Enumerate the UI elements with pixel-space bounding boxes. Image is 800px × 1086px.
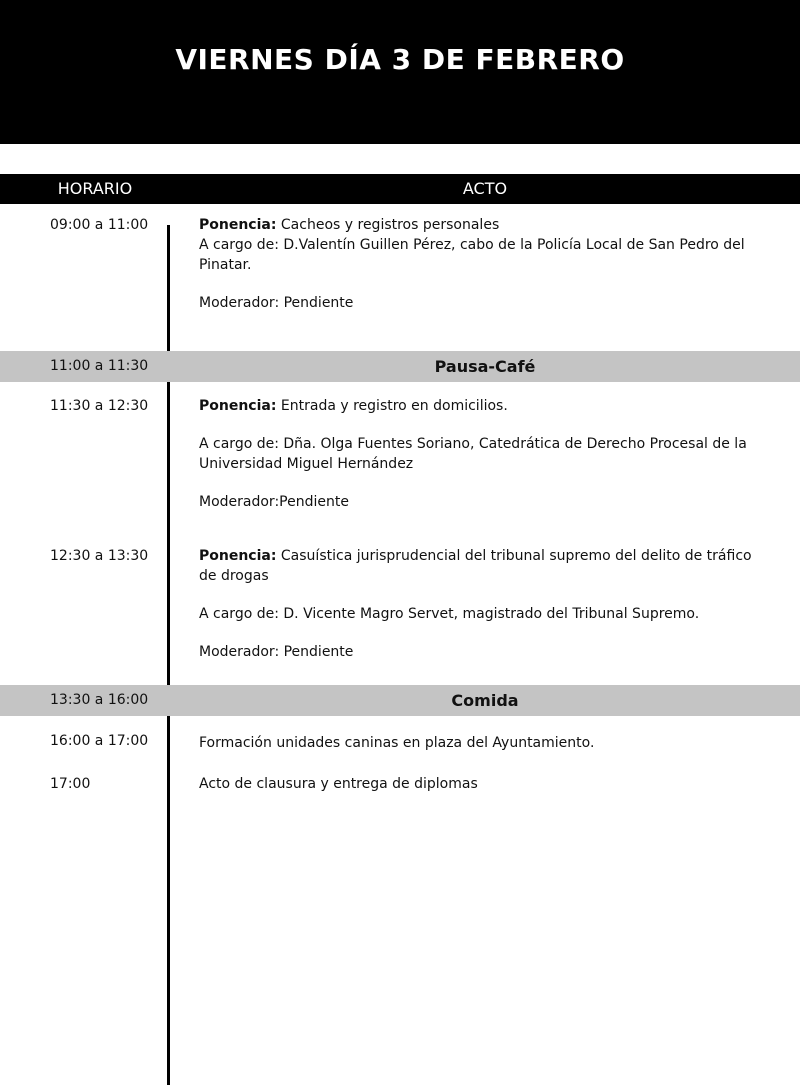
session-1-time: 09:00 a 11:00 [50, 217, 149, 233]
session-2-title-line [199, 396, 769, 416]
session-3 [199, 546, 769, 662]
break-2-time: 13:30 a 16:00 [50, 692, 149, 708]
session-1 [199, 215, 769, 313]
break-1-time: 11:00 a 11:30 [50, 358, 149, 374]
header-horario: HORARIO [57, 179, 133, 198]
session-3-title-line [199, 546, 769, 586]
break-bar-comida [0, 685, 800, 716]
session-2-time: 11:30 a 12:30 [50, 398, 149, 414]
session-3-prefix: Ponencia: [199, 548, 277, 564]
session-1-moderator: Moderador: Pendiente [199, 295, 354, 311]
break-2-label: Comida [451, 691, 519, 710]
session-2 [199, 396, 769, 512]
break-bar-pausa-cafe [0, 351, 800, 382]
break-1-label: Pausa-Café [434, 357, 536, 376]
afternoon-1-time: 16:00 a 17:00 [50, 733, 149, 749]
session-2-speaker: A cargo de: Dña. Olga Fuentes Soriano, Catedrática de Derecho Procesal de la Universidad Miguel Hernández [199, 436, 747, 472]
table-header [0, 174, 800, 204]
header-acto: ACTO [462, 179, 508, 198]
session-2-moderator: Moderador:Pendiente [199, 494, 349, 510]
session-2-prefix: Ponencia: [199, 398, 277, 414]
afternoon-1-text: Formación unidades caninas en plaza del Ayuntamiento. [199, 735, 595, 751]
session-2-topic: Entrada y registro en domicilios. [280, 398, 508, 414]
session-1-speaker: A cargo de: D.Valentín Guillen Pérez, cabo de la Policía Local de San Pedro del Pinatar. [199, 237, 745, 273]
afternoon-2-time: 17:00 [50, 776, 91, 792]
session-1-prefix: Ponencia: [199, 217, 277, 233]
session-3-speaker: A cargo de: D. Vicente Magro Servet, magistrado del Tribunal Supremo. [199, 606, 700, 622]
session-3-time: 12:30 a 13:30 [50, 548, 149, 564]
session-3-topic: Casuística jurisprudencial del tribunal supremo del delito de tráfico de drogas [199, 548, 752, 584]
session-3-moderator: Moderador: Pendiente [199, 644, 354, 660]
afternoon-2-text: Acto de clausura y entrega de diplomas [199, 776, 478, 792]
page-title: VIERNES DÍA 3 DE FEBRERO [175, 43, 625, 76]
session-1-title-line [199, 215, 769, 235]
title-banner [0, 0, 800, 144]
session-1-topic: Cacheos y registros personales [280, 217, 500, 233]
